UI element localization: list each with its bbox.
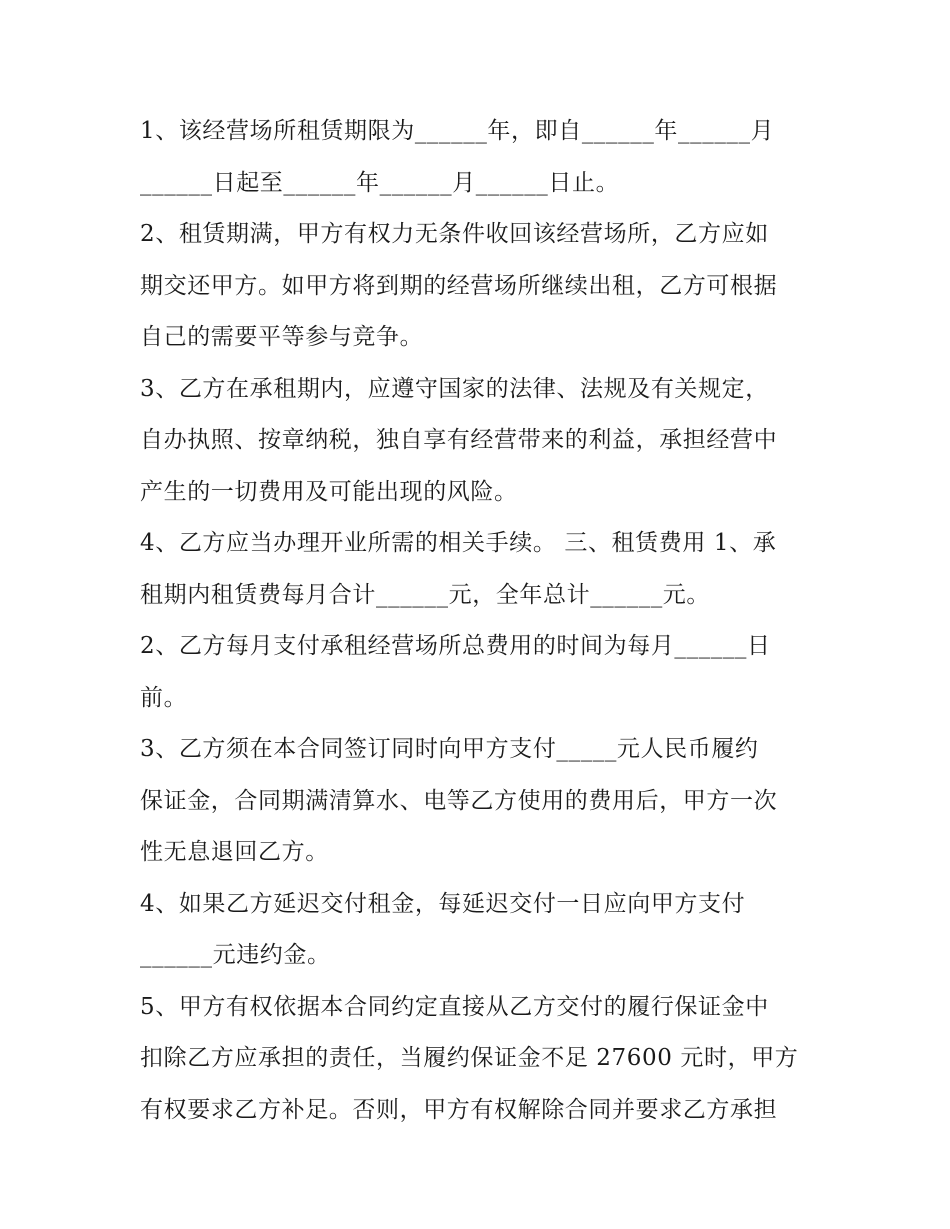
text-line: 4、乙方应当办理开业所需的相关手续。 三、租赁费用 1、承 (140, 530, 777, 556)
text-line: 扣除乙方应承担的责任，当履约保证金不足 27600 元时，甲方 (140, 1045, 799, 1071)
text-line: 3、乙方在承租期内，应遵守国家的法律、法规及有关规定， (140, 375, 769, 402)
text-line: 1、该经营场所租赁期限为______年，即自______年______月 (140, 118, 775, 144)
text-line: 租期内租赁费每月合计______元，全年总计______元。 (140, 581, 710, 608)
text-line: 4、如果乙方延迟交付租金，每延迟交付一日应向甲方支付 (140, 890, 746, 917)
text-line: ______元违约金。 (140, 942, 331, 968)
text-line: 性无息退回乙方。 (140, 839, 329, 865)
text-line: 产生的一切费用及可能出现的风险。 (140, 478, 518, 505)
text-line: 保证金，合同期满清算水、电等乙方使用的费用后，甲方一次 (140, 787, 778, 814)
text-line: 2、租赁期满，甲方有权力无条件收回该经营场所，乙方应如 (140, 221, 769, 247)
text-line: 自己的需要平等参与竞争。 (140, 324, 424, 350)
text-line: 期交还甲方。如甲方将到期的经营场所继续出租，乙方可根据 (140, 272, 778, 299)
text-line: 前。 (140, 684, 188, 711)
text-line: 5、甲方有权依据本合同约定直接从乙方交付的履行保证金中 (140, 993, 769, 1020)
text-line: 2、乙方每月支付承租经营场所总费用的时间为每月______日 (140, 633, 771, 659)
text-line: ______日起至______年______月______日止。 (140, 169, 620, 196)
text-line: 自办执照、按章纳税，独自享有经营带来的利益，承担经营中 (140, 427, 778, 453)
text-line: 3、乙方须在本合同签订同时向甲方支付_____元人民币履约 (140, 736, 759, 762)
text-line: 有权要求乙方补足。否则，甲方有权解除合同并要求乙方承担 (140, 1096, 778, 1123)
document-body (140, 106, 820, 1136)
